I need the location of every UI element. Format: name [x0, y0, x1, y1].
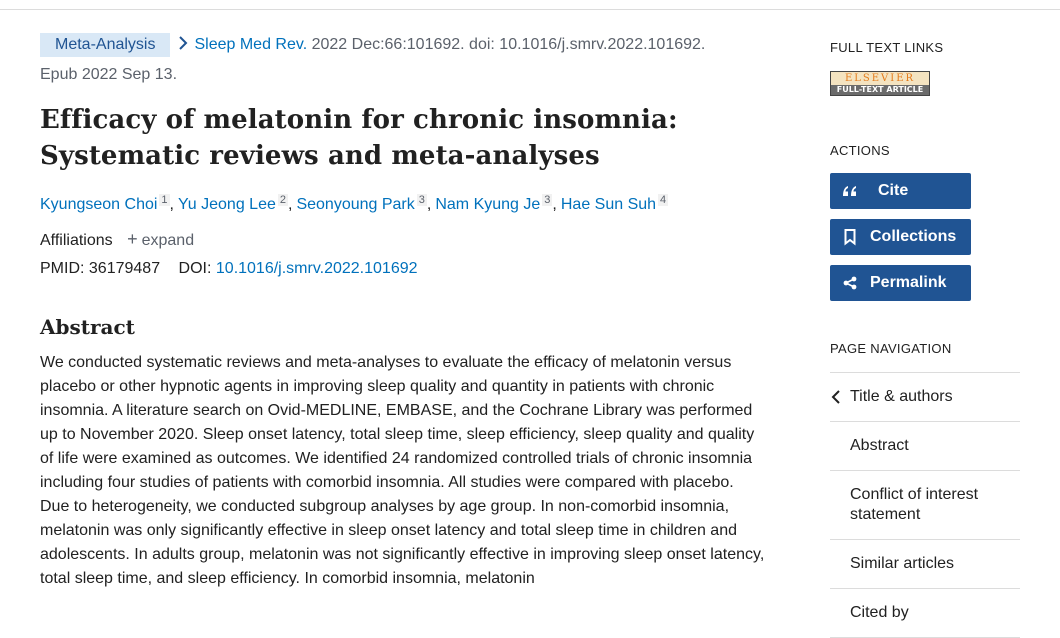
actions-heading: ACTIONS: [830, 143, 890, 158]
affiliation-ref[interactable]: 2: [279, 194, 286, 206]
separator: ,: [169, 196, 174, 213]
nav-item-label[interactable]: Similar articles: [850, 555, 955, 572]
article-main: [40, 30, 765, 591]
author-name[interactable]: Seonyoung Park: [296, 196, 415, 213]
author-name[interactable]: Kyungseon Choi: [40, 196, 158, 213]
separator: ,: [552, 196, 557, 213]
nav-item-label[interactable]: Title & authors: [850, 388, 953, 405]
expand-label[interactable]: expand: [141, 232, 195, 249]
collections-label[interactable]: Collections: [870, 228, 957, 245]
author-name[interactable]: Nam Kyung Je: [435, 196, 541, 213]
elsevier-logo-text: ELSEVIER: [831, 72, 929, 85]
nav-item-label[interactable]: Abstract: [850, 437, 909, 454]
author-link[interactable]: [435, 196, 552, 213]
author-link[interactable]: [178, 196, 288, 213]
citation-line: [40, 30, 765, 90]
quote-icon: [842, 183, 858, 199]
separator: ,: [288, 196, 293, 213]
cite-button[interactable]: [830, 173, 971, 209]
bookmark-icon: [842, 229, 858, 245]
author-list: [40, 188, 765, 217]
affiliation-ref[interactable]: 3: [418, 194, 425, 206]
elsevier-full-text-label: FULL-TEXT ARTICLE: [836, 85, 924, 94]
share-icon: [842, 275, 858, 291]
page-navigation-list: [830, 372, 1020, 638]
epub-date: Epub 2022 Sep 13.: [40, 66, 178, 83]
doi-link[interactable]: 10.1016/j.smrv.2022.101692: [215, 260, 418, 277]
publication-type-badge[interactable]: Meta-Analysis: [40, 33, 170, 57]
author-name[interactable]: Yu Jeong Lee: [178, 196, 276, 213]
plus-icon: +: [127, 229, 138, 249]
chevron-left-icon: [830, 389, 842, 405]
author-link[interactable]: [296, 196, 426, 213]
author-link[interactable]: [40, 196, 170, 213]
pmid-value: 36179487: [88, 260, 161, 277]
author-name[interactable]: Hae Sun Suh: [560, 196, 657, 213]
collections-button[interactable]: [830, 219, 971, 255]
pmid-label: PMID:: [40, 260, 85, 277]
article-title: Efficacy of melatonin for chronic insomnia: Systematic reviews and meta-analyses: [40, 105, 678, 171]
identifiers-row: [40, 257, 765, 281]
doi-label: DOI:: [178, 260, 212, 277]
permalink-label[interactable]: Permalink: [870, 274, 947, 291]
cite-label[interactable]: Cite: [878, 182, 909, 199]
nav-item-cited-by[interactable]: [830, 589, 1020, 638]
separator: ,: [426, 196, 432, 213]
chevron-right-icon: [176, 36, 190, 50]
nav-item-abstract[interactable]: [830, 422, 1020, 471]
full-text-links-heading: FULL TEXT LINKS: [830, 40, 944, 55]
nav-item-label[interactable]: Conflict of interest statement: [850, 486, 979, 523]
permalink-button[interactable]: [830, 265, 971, 301]
actions-group: [830, 173, 1020, 301]
affiliations-row: [40, 227, 765, 253]
affiliation-ref[interactable]: 4: [660, 194, 667, 206]
top-divider: [0, 0, 1060, 10]
author-link[interactable]: [561, 196, 668, 213]
citation-details: 2022 Dec:66:101692. doi: 10.1016/j.smrv.2022.101692.: [311, 36, 706, 53]
sidebar: [830, 40, 1020, 638]
nav-item-label[interactable]: Cited by: [850, 604, 909, 621]
affiliation-ref[interactable]: 1: [161, 194, 168, 206]
affiliations-expand-toggle[interactable]: [127, 229, 195, 249]
nav-item-conflict-of-interest[interactable]: [830, 471, 1020, 540]
nav-item-title-authors[interactable]: [830, 373, 1020, 422]
abstract-heading: Abstract: [40, 315, 135, 339]
nav-item-similar-articles[interactable]: [830, 540, 1020, 589]
affiliation-ref[interactable]: 3: [544, 194, 551, 206]
page-navigation-heading: PAGE NAVIGATION: [830, 341, 952, 356]
elsevier-full-text-link[interactable]: [830, 71, 930, 96]
affiliations-label: Affiliations: [40, 232, 113, 249]
journal-link[interactable]: Sleep Med Rev.: [194, 36, 308, 53]
abstract-text: We conducted systematic reviews and meta-analyses to evaluate the efficacy of melatonin versus placebo or other hypnotic agents in improving sleep quality and quantity in patients with chronic insomnia. A literature search on Ovid-MEDLINE, EMBASE, and the Cochrane Library was performed up to November 2020. Sleep onset latency, total sleep time, sleep efficiency, sleep quality and quality of life were examined as outcomes. We identified 24 randomized controlled trials of chronic insomnia including four studies of patients with comorbid insomnia. All studies were compared with placebo. Due to heterogeneity, we conducted subgroup analyses by age group. In non-comorbid insomnia, melatonin was only significantly effective in sleep onset latency and total sleep time in children and adolescents. In adults group, melatonin was not significantly effective in improving sleep onset latency, total sleep time, and sleep efficiency. In comorbid insomnia, melatonin: [40, 354, 765, 587]
